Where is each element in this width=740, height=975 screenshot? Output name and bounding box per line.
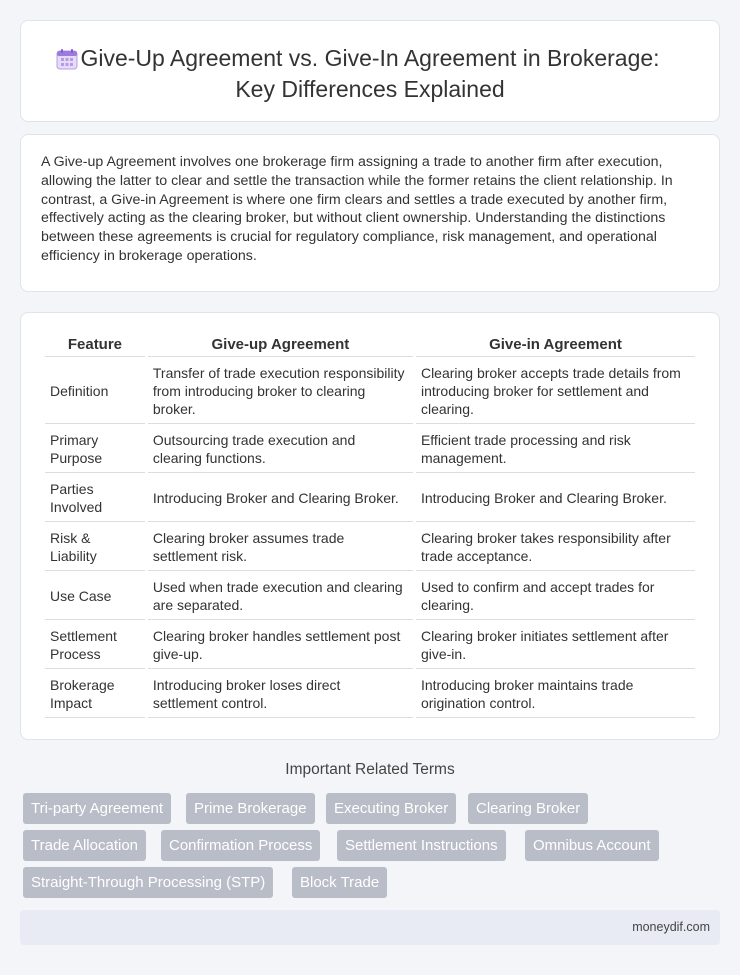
tag-executing-broker[interactable]: Executing Broker (326, 793, 456, 824)
row-feature: Parties Involved (45, 473, 145, 522)
footer (20, 910, 720, 945)
row-give-up: Clearing broker assumes trade settlement risk. (148, 522, 413, 571)
row-feature: Settlement Process (45, 620, 145, 669)
row-give-in: Clearing broker takes responsibility after trade acceptance. (416, 522, 695, 571)
tag-straight-through-processing[interactable]: Straight-Through Processing (STP) (23, 867, 273, 898)
tag-confirmation-process[interactable]: Confirmation Process (161, 830, 320, 861)
header-feature: Feature (45, 335, 145, 357)
comparison-table-card (20, 312, 720, 740)
row-give-in: Efficient trade processing and risk management. (416, 424, 695, 473)
header-give-in: Give-in Agreement (416, 335, 695, 357)
table-row (45, 620, 695, 669)
row-give-up: Introducing Broker and Clearing Broker. (148, 473, 413, 522)
page-title-line-1: Give-Up Agreement vs. Give-In Agreement in Brokerage: (80, 45, 660, 71)
row-give-in: Used to confirm and accept trades for clearing. (416, 571, 695, 620)
row-feature: Use Case (45, 571, 145, 620)
table-row (45, 669, 695, 718)
table-row (45, 424, 695, 473)
tag-block-trade[interactable]: Block Trade (292, 867, 387, 898)
tag-settlement-instructions[interactable]: Settlement Instructions (337, 830, 506, 861)
row-feature: Primary Purpose (45, 424, 145, 473)
related-terms-title: Important Related Terms (285, 761, 455, 778)
row-give-up: Clearing broker handles settlement post give-up. (148, 620, 413, 669)
table-header-row (45, 335, 695, 357)
page-title (21, 43, 719, 105)
row-give-up: Transfer of trade execution responsibility from introducing broker to clearing broker. (148, 357, 413, 424)
row-give-in: Clearing broker accepts trade details from introducing broker for settlement and clearing. (416, 357, 695, 424)
table-row (45, 571, 695, 620)
header-give-up: Give-up Agreement (148, 335, 413, 357)
page-title-line-2: Key Differences Explained (235, 76, 505, 102)
table-row (45, 522, 695, 571)
row-give-in: Introducing Broker and Clearing Broker. (416, 473, 695, 522)
row-feature: Brokerage Impact (45, 669, 145, 718)
tag-trade-allocation[interactable]: Trade Allocation (23, 830, 146, 861)
footer-site[interactable]: moneydif.com (632, 920, 710, 934)
row-give-up: Used when trade execution and clearing are separated. (148, 571, 413, 620)
tag-clearing-broker[interactable]: Clearing Broker (468, 793, 588, 824)
tag-tri-party-agreement[interactable]: Tri-party Agreement (23, 793, 171, 824)
intro-card (20, 134, 720, 292)
tag-prime-brokerage[interactable]: Prime Brokerage (186, 793, 315, 824)
row-feature: Definition (45, 357, 145, 424)
intro-paragraph: A Give-up Agreement involves one brokerage firm assigning a trade to another firm after execution, allowing the latter to clear and settle the transaction while the former retains the client relationship. In contrast, a Give-in Agreement is where one firm clears and settles a trade executed by another firm, effectively acting as the clearing broker, but without client ownership. Understanding the distinctions between these agreements is crucial for regulatory compliance, risk management, and operational efficiency in brokerage operations. (41, 154, 673, 264)
row-give-in: Introducing broker maintains trade origination control. (416, 669, 695, 718)
table-row (45, 473, 695, 522)
row-give-in: Clearing broker initiates settlement after give-in. (416, 620, 695, 669)
row-feature: Risk & Liability (45, 522, 145, 571)
row-give-up: Outsourcing trade execution and clearing functions. (148, 424, 413, 473)
table-row (45, 357, 695, 424)
title-card (20, 20, 720, 122)
comparison-table (42, 335, 698, 718)
row-give-up: Introducing broker loses direct settlement control. (148, 669, 413, 718)
tag-omnibus-account[interactable]: Omnibus Account (525, 830, 659, 861)
